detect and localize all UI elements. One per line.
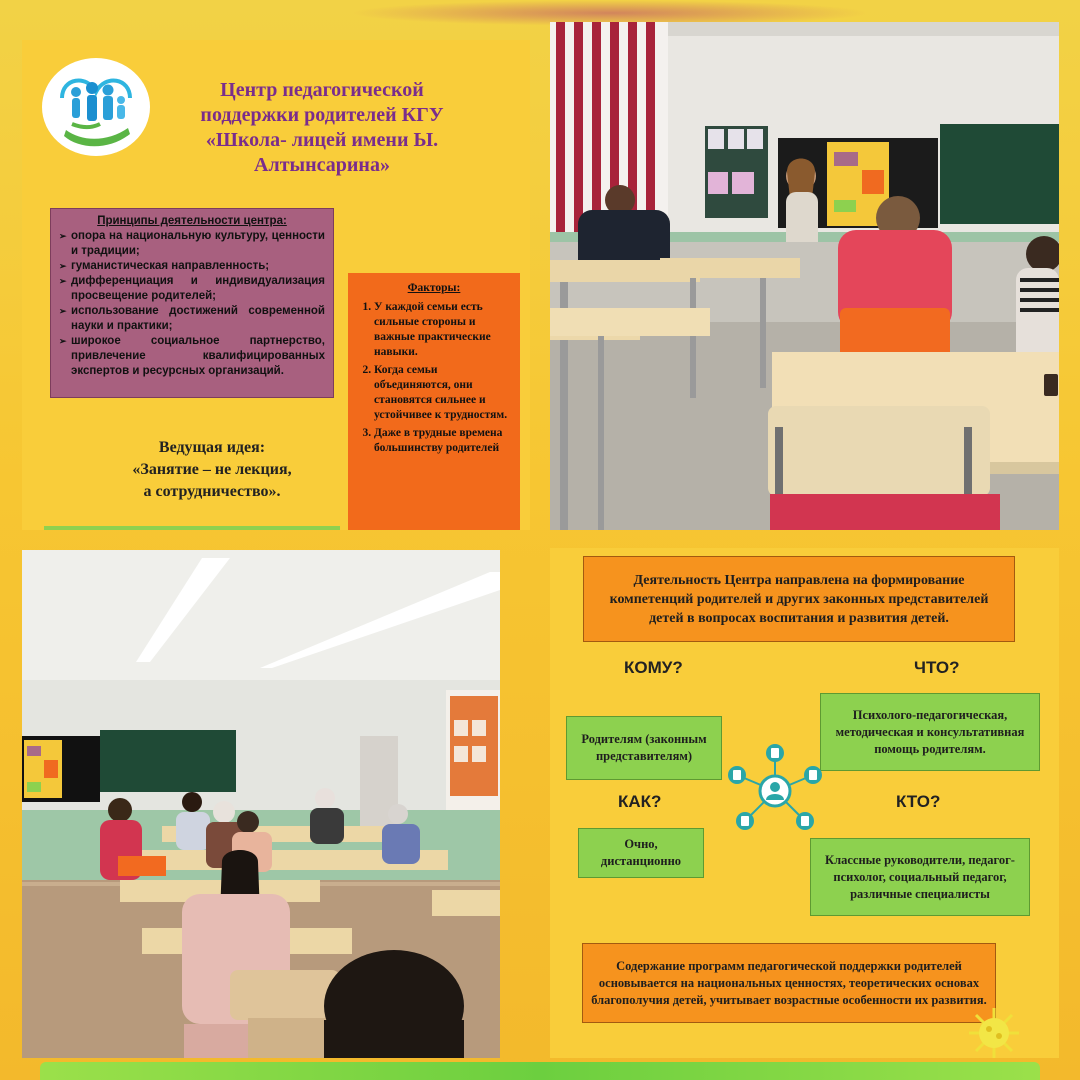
green-divider [44, 526, 340, 530]
list-item: ➢ опора на национальную культуру, ценности и традиции; [59, 229, 325, 259]
whom-label: КОМУ? [624, 658, 683, 677]
how-label: КАК? [618, 792, 662, 811]
list-item: ➢ гуманистическая направленность; [59, 259, 325, 274]
lead-idea-text: а сотрудничество». [143, 483, 281, 500]
infographic-panel [550, 548, 1059, 1058]
who-box: Классные руководители, педагог-психолог, социальный педагог, различные специалисты [810, 838, 1030, 916]
classroom-photo-presenter [550, 22, 1059, 530]
what-box: Психолого-педагогическая, методическая и консультативная помощь родителям. [820, 693, 1040, 771]
who-label: КТО? [896, 792, 941, 811]
principles-box [50, 208, 334, 398]
program-content-box: Содержание программ педагогической поддержки родителей основывается на национальных ценностях, теоретических основах благополучия детей, учитывает возрастные особенности их развития. [582, 943, 996, 1023]
lead-idea-heading: Ведущая идея: [158, 439, 266, 456]
principles-list [59, 229, 325, 379]
list-item: 2. Когда семьи объединяются, они становятся сильнее и устойчивее к трудностям. [374, 363, 512, 423]
list-item: 1. У каждой семьи есть сильные стороны и важные практические навыки. [374, 300, 512, 360]
lead-idea-text: «Занятие – не лекция, [132, 461, 292, 478]
list-item: 3. Даже в трудные времена большинству родителей [374, 426, 512, 456]
list-item: ➢ широкое социальное партнерство, привлечение квалифицированных экспертов и ресурсных организаций. [59, 334, 325, 379]
list-item: ➢ дифференциация и индивидуализация просвещение родителей; [59, 274, 325, 304]
activity-description-box: Деятельность Центра направлена на формирование компетенций родителей и других законных представителей детей в вопросах воспитания и развития детей. [583, 556, 1015, 642]
poster-title: Центр педагогической поддержки родителей КГУ «Школа- лицей имени Ы. Алтынсарина» [200, 79, 444, 176]
bottom-green-edge [40, 1062, 1040, 1080]
factors-list [356, 300, 512, 456]
sun-virus-icon [963, 1004, 1025, 1058]
list-item: ➢ использование достижений современной науки и практики; [59, 304, 325, 334]
poster-panel [22, 40, 530, 530]
how-box: Очно, дистанционно [578, 828, 704, 878]
what-label: ЧТО? [914, 658, 960, 677]
factors-heading: Факторы: [407, 282, 461, 294]
whom-box: Родителям (законным представителям) [566, 716, 722, 780]
family-heart-logo-icon [42, 58, 150, 156]
network-people-icon [723, 743, 827, 839]
classroom-photo-audience [22, 550, 500, 1058]
lead-idea [92, 437, 332, 503]
factors-box [348, 273, 520, 530]
principles-heading: Принципы деятельности центра: [97, 215, 287, 227]
